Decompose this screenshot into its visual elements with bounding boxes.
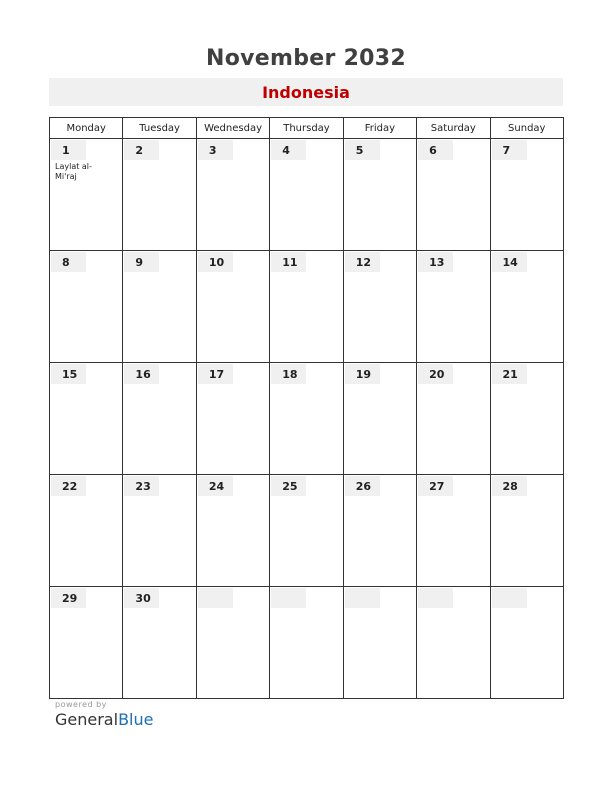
day-number: 8 — [51, 252, 86, 272]
day-cell — [123, 363, 196, 475]
weekday-header: Monday — [50, 118, 123, 139]
brand-logo — [55, 710, 153, 729]
week-row — [50, 251, 564, 363]
day-cell — [417, 587, 490, 699]
day-cell — [417, 475, 490, 587]
day-number: 19 — [345, 364, 380, 384]
day-cell — [50, 363, 123, 475]
day-cell — [196, 363, 269, 475]
day-number: 12 — [345, 252, 380, 272]
day-number: 6 — [418, 140, 453, 160]
day-cell — [343, 587, 416, 699]
day-cell — [123, 139, 196, 251]
day-number: 5 — [345, 140, 380, 160]
week-row — [50, 475, 564, 587]
powered-by-text: powered by — [55, 700, 107, 709]
day-cell — [50, 475, 123, 587]
weekday-header: Wednesday — [196, 118, 269, 139]
day-cell — [490, 139, 563, 251]
day-number: 9 — [124, 252, 159, 272]
day-cell — [343, 363, 416, 475]
day-cell — [343, 475, 416, 587]
day-cell — [270, 363, 343, 475]
weekday-header: Sunday — [490, 118, 563, 139]
day-cell — [490, 363, 563, 475]
day-cell — [50, 587, 123, 699]
day-cell — [50, 251, 123, 363]
day-cell — [123, 251, 196, 363]
day-cell — [123, 475, 196, 587]
day-cell — [417, 139, 490, 251]
week-row — [50, 363, 564, 475]
day-number — [271, 588, 306, 608]
week-row — [50, 139, 564, 251]
day-number: 26 — [345, 476, 380, 496]
day-number: 7 — [492, 140, 527, 160]
day-cell — [270, 139, 343, 251]
day-cell — [196, 139, 269, 251]
day-number: 27 — [418, 476, 453, 496]
day-number: 20 — [418, 364, 453, 384]
day-cell — [343, 139, 416, 251]
day-number: 2 — [124, 140, 159, 160]
weekday-header: Friday — [343, 118, 416, 139]
day-number: 30 — [124, 588, 159, 608]
day-number: 15 — [51, 364, 86, 384]
day-cell — [270, 251, 343, 363]
day-cell — [343, 251, 416, 363]
day-number: 1 — [51, 140, 86, 160]
day-number: 28 — [492, 476, 527, 496]
day-cell — [123, 587, 196, 699]
brand-part-blue: Blue — [118, 710, 154, 729]
holiday-label: Laylat al-Mi'raj — [55, 162, 92, 181]
day-number: 22 — [51, 476, 86, 496]
day-cell — [490, 587, 563, 699]
day-number: 17 — [198, 364, 233, 384]
day-number — [492, 588, 527, 608]
day-cell — [417, 363, 490, 475]
country-name: Indonesia — [262, 83, 350, 102]
day-cell — [270, 587, 343, 699]
weekday-header-row — [50, 118, 564, 139]
day-number: 18 — [271, 364, 306, 384]
day-number: 29 — [51, 588, 86, 608]
calendar-table — [49, 117, 564, 699]
day-number: 10 — [198, 252, 233, 272]
page-title: November 2032 — [205, 46, 407, 71]
day-cell — [490, 251, 563, 363]
day-cell — [196, 251, 269, 363]
footer-branding — [55, 700, 153, 729]
day-number: 14 — [492, 252, 527, 272]
day-number: 13 — [418, 252, 453, 272]
day-cell — [270, 475, 343, 587]
day-number — [345, 588, 380, 608]
day-cell — [50, 139, 123, 251]
day-number — [418, 588, 453, 608]
day-number: 25 — [271, 476, 306, 496]
day-number: 3 — [198, 140, 233, 160]
day-cell — [196, 475, 269, 587]
day-number — [198, 588, 233, 608]
day-cell — [196, 587, 269, 699]
week-row — [50, 587, 564, 699]
day-number: 11 — [271, 252, 306, 272]
day-number: 23 — [124, 476, 159, 496]
weekday-header: Tuesday — [123, 118, 196, 139]
day-cell — [417, 251, 490, 363]
day-number: 4 — [271, 140, 306, 160]
day-cell — [490, 475, 563, 587]
weekday-header: Thursday — [270, 118, 343, 139]
brand-part-general: General — [55, 710, 119, 729]
weekday-header: Saturday — [417, 118, 490, 139]
day-number: 24 — [198, 476, 233, 496]
country-bar — [49, 78, 563, 106]
day-number: 21 — [492, 364, 527, 384]
day-number: 16 — [124, 364, 159, 384]
